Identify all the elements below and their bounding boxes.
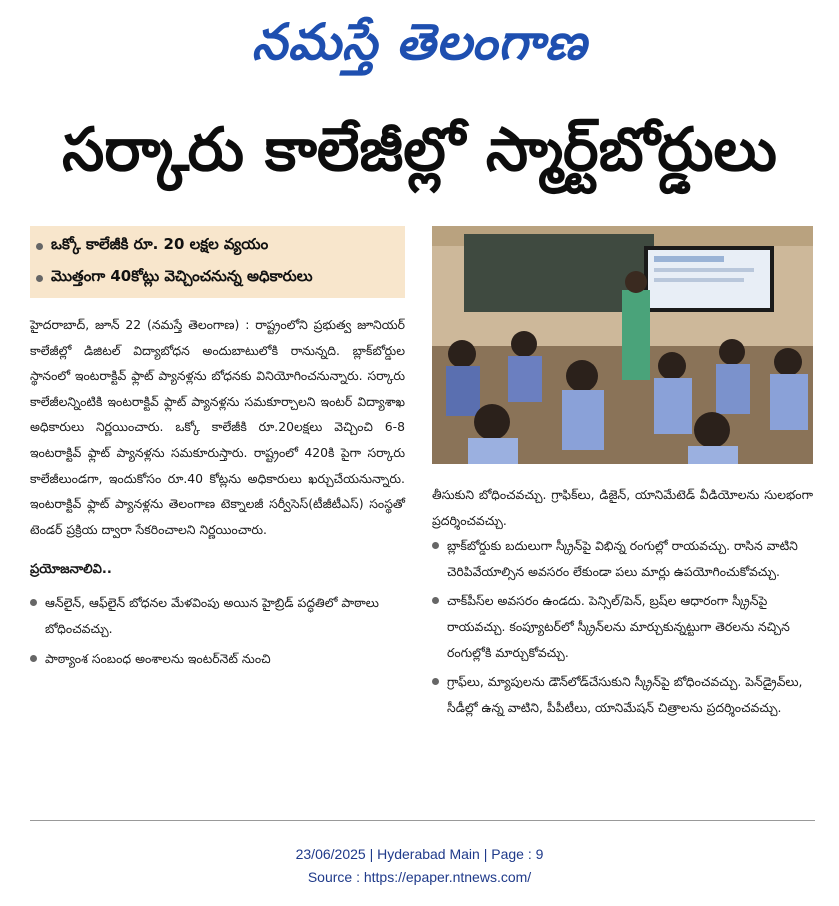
masthead-logo: నమస్తే తెలంగాణ — [251, 13, 588, 71]
benefits-list-right — [432, 533, 813, 720]
footer-date-edition: 23/06/2025 | Hyderabad Main | Page : 9 — [295, 846, 544, 862]
article-right-column — [432, 482, 813, 724]
highlight-text: ఒక్కో కాలేజీకి రూ. 20 లక్షల వ్యయం — [51, 235, 269, 253]
highlight-text: మొత్తంగా 40కోట్లు వెచ్చించనున్న అధికారులు — [51, 267, 313, 285]
list-item-text: బ్లాక్‌బోర్డుకు బదులుగా స్క్రీన్‌పై విభిన్న రంగుల్లో రాయవచ్చు. రాసిన వాటిని చెరిపివేయాల్సిన అవసరం లేకుండా పలు మార్లు ఉపయోగించుకోవచ్చు. — [447, 538, 798, 579]
classroom-photo — [432, 226, 813, 464]
headline: సర్కారు కాలేజీల్లో స్మార్ట్‌బోర్డులు — [62, 115, 777, 185]
list-item — [432, 533, 813, 584]
list-item-text: చాక్‌పీస్‌ల అవసరం ఉండదు. పెన్సిల్/పెన్, బ్రష్‌ల ఆధారంగా స్క్రీన్‌పై రాయవచ్చు. కంప్యూటర్‌లో స్క్రీన్‌లను మార్చుకున్నట్టుగా తెరలను నచ్చిన రంగుల్లోకి మార్చుకోవచ్చు. — [447, 593, 790, 660]
list-item — [30, 646, 405, 672]
bullet-icon — [36, 275, 43, 282]
list-item — [30, 590, 405, 641]
list-item-text: ఆన్‌లైన్, ఆఫ్‌లైన్ బోధనల మేళవింపు అయిన హైబ్రిడ్ పద్ధతిలో పాఠాలు బోధించవచ్చు. — [45, 595, 379, 636]
bullet-icon — [432, 678, 439, 685]
list-item-text: పాఠ్యాంశ సంబంధ అంశాలను ఇంటర్‌నెట్ నుంచి — [45, 650, 271, 666]
bullet-icon — [30, 655, 37, 662]
benefits-heading: ప్రయోజనాలివి.. — [30, 562, 112, 578]
article-body-paragraph: హైదరాబాద్, జూన్ 22 (నమస్తే తెలంగాణ) : రాష్ట్రంలోని ప్రభుత్వ జూనియర్ కాలేజీల్లో డిజిటల్ విద్యాబోధన అందుబాటులోకి రానున్నది. బ్లాక్‌బోర్డుల స్థానంలో ఇంటరాక్టివ్ ఫ్లాట్ ప్యానళ్లను బోధనకు వినియోగించనున్నారు. సర్కారు కాలేజీలన్నింటికి ఇంటరాక్టివ్ ఫ్లాట్ ప్యానళ్లను సమకూర్చాలని ఇంటర్ విద్యాశాఖ అధికారులు నిర్ణయించారు. ఒక్కో కాలేజీకి రూ.20లక్షలు వెచ్చించి 6-8 ఇంటరాక్టివ్ ఫ్లాట్ ప్యానళ్లను సమకూరుస్తారు. రాష్ట్రంలో 420కి పైగా సర్కారు కాలేజీలుండగా, ఇందుకోసం రూ.40 కోట్లను అధికారులు ఖర్చుచేయనున్నారు. ఇంటరాక్టివ్ ఫ్లాట్ ప్యానళ్లను తెలంగాణ టెక్నాలజీ సర్వీసెస్(టీజీటీఎస్) సంస్థతో టెండర్ ప్రక్రియ ద్వారా సేకరించాలని నిర్ణయించారు. — [30, 317, 405, 537]
footer-divider — [30, 820, 815, 821]
bullet-icon — [432, 597, 439, 604]
list-item — [432, 669, 813, 720]
bullet-icon — [30, 599, 37, 606]
highlights-box — [30, 226, 405, 298]
list-item-text: గ్రాఫ్‌లు, మ్యాపులను డౌన్‌లోడ్‌చేసుకుని స్క్రీన్‌పై బోధించవచ్చు. పెన్‌డ్రైవ్‌లు, సీడీల్లో ఉన్న వాటిని, పీపీటీలు, యానిమేషన్ చిత్రాలను ప్రదర్శించవచ్చు. — [447, 674, 803, 715]
footer — [0, 843, 839, 889]
article-left-column — [30, 312, 405, 675]
continuation-text: తీసుకుని బోధించవచ్చు. గ్రాఫిక్‌లు, డిజైన్, యానిమేటెడ్ వీడియోలను సులభంగా ప్రదర్శించవచ్చు. — [432, 487, 813, 528]
classroom-photo-illustration — [432, 226, 813, 464]
benefits-list-left — [30, 590, 405, 671]
bullet-icon — [36, 243, 43, 250]
highlight-item — [36, 262, 399, 294]
highlight-item — [36, 230, 399, 262]
list-item — [432, 588, 813, 665]
bullet-icon — [432, 542, 439, 549]
footer-source-link[interactable]: Source : https://epaper.ntnews.com/ — [307, 869, 532, 885]
